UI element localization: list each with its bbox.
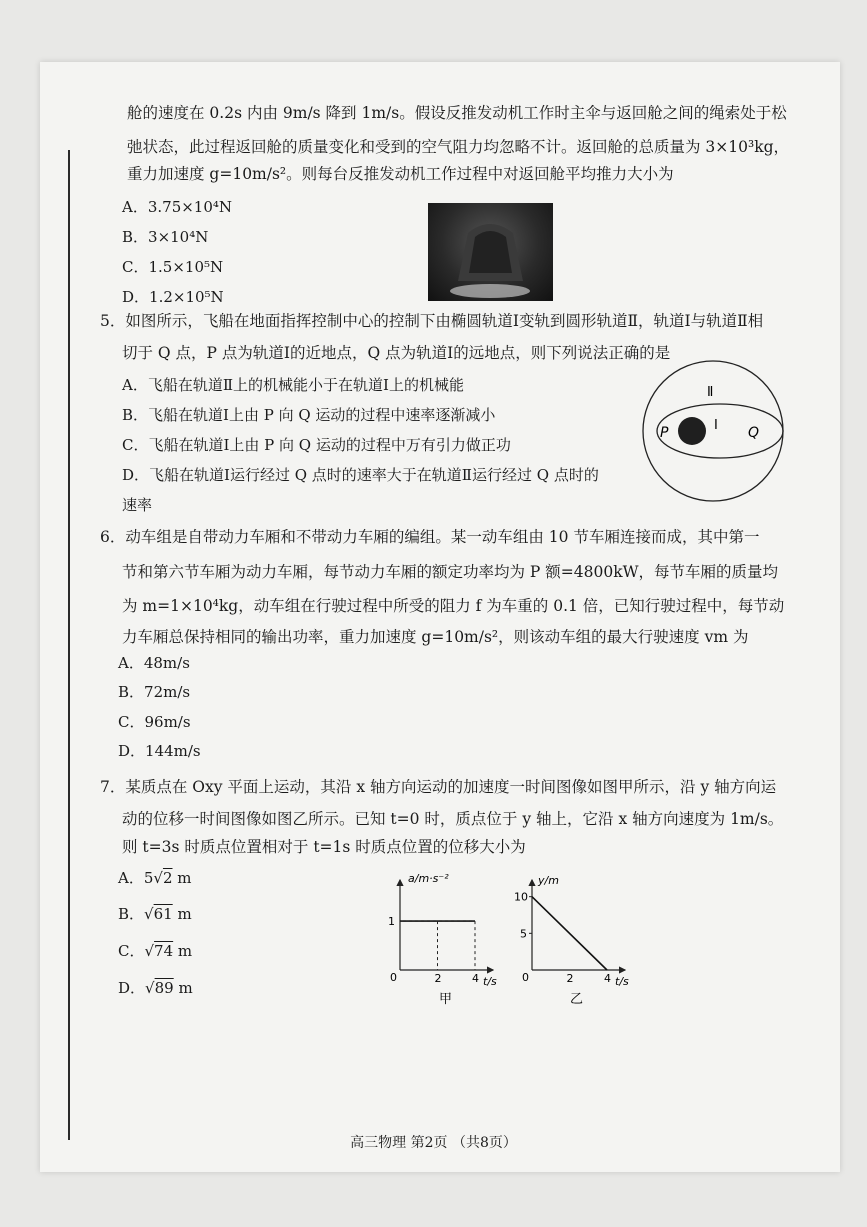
x-tick-label: 4 [472,972,479,985]
q6-option-a: A．48m/s [118,654,190,672]
orbit-diagram [618,358,798,508]
y-axis-label: y/m [538,874,559,887]
q6-line3: 为 m=1×10⁴kg，动车组在行驶过程中所受的阻力 f 为车重的 0.1 倍，已知行驶过程中，每节动 [122,597,785,615]
q4-line3: 重力加速度 g=10m/s²。则每台反推发动机工作过程中对返回舱平均推力大小为 [127,165,674,183]
margin-line [68,150,70,1140]
q7-line3: 则 t=3s 时质点位置相对于 t=1s 时质点位置的位移大小为 [122,838,526,856]
q6-option-b: B．72m/s [118,683,191,701]
q5-option-b: B．飞船在轨道Ⅰ上由 P 向 Q 运动的过程中速率逐渐减小 [122,406,496,424]
q7-option-b: B．√61 m [118,905,192,923]
series-line [532,897,607,970]
x-axis-label: t/s [615,975,629,988]
chart-jia [378,870,508,1020]
q4-option-a: A．3.75×10⁴N [122,198,233,216]
earth-icon [678,417,706,445]
chart-title: 乙 [570,992,584,1007]
q6-line4: 力车厢总保持相同的输出功率，重力加速度 g=10m/s²，则该动车组的最大行驶速度 vm 为 [122,628,749,646]
q7-option-d: D．√89 m [118,979,193,997]
q6-option-d: D．144m/s [118,742,201,760]
q4-option-d: D．1.2×10⁵N [122,288,224,306]
chart-title: 甲 [439,992,453,1007]
q5-line2: 切于 Q 点，P 点为轨道Ⅰ的近地点，Q 点为轨道Ⅰ的远地点，则下列说法正确的是 [122,344,671,362]
x-tick-label: 4 [604,972,611,985]
q5-option-a: A．飞船在轨道Ⅱ上的机械能小于在轨道Ⅰ上的机械能 [122,376,464,394]
x-axis-label: t/s [483,975,497,988]
q5-line1: 5．如图所示，飞船在地面指挥控制中心的控制下由椭圆轨道Ⅰ变轨到圆形轨道Ⅱ，轨道Ⅰ与轨道Ⅱ相 [100,312,764,330]
q6-option-c: C．96m/s [118,713,191,731]
q4-option-c: C．1.5×10⁵N [122,258,224,276]
q7-option-a: A．5√2 m [118,869,192,887]
q4-line2: 弛状态，此过程返回舱的质量变化和受到的空气阻力均忽略不计。返回舱的总质量为 3×10³kg， [127,138,790,156]
y-tick-label: 10 [514,890,528,904]
label-orbit-ii: Ⅱ [707,385,714,400]
orbit-i-ellipse [657,404,783,458]
capsule-photo [428,203,553,301]
origin-label: 0 [522,971,529,984]
x-tick-label: 2 [434,972,442,985]
q5-option-c: C．飞船在轨道Ⅰ上由 P 向 Q 运动的过程中万有引力做正功 [122,436,511,454]
q4-line1: 舱的速度在 0.2s 内由 9m/s 降到 1m/s。假设反推发动机工作时主伞与返回舱之间的绳索处于松 [127,104,787,122]
q6-line2: 节和第六节车厢为动力车厢，每节动力车厢的额定功率均为 P 额=4800kW，每节车厢的质量均 [122,563,779,581]
q7-line2: 动的位移一时间图像如图乙所示。已知 t=0 时，质点位于 y 轴上，它沿 x 轴方向速度为 1m/s。 [122,810,784,828]
q7-line1: 7．某质点在 Oxy 平面上运动，其沿 x 轴方向运动的加速度一时间图像如图甲所示，沿 y 轴方向运 [100,778,777,796]
q5-option-d-cont: 速率 [122,496,153,514]
x-tick-label: 2 [566,972,574,985]
page-footer: 高三物理 第2页 （共8页） [350,1135,517,1151]
y-tick-label: 1 [388,915,395,929]
y-tick-label: 5 [520,927,527,941]
label-p: P [660,425,669,441]
origin-label: 0 [390,971,397,984]
label-q: Q [748,425,760,441]
q7-option-c: C．√74 m [118,942,193,960]
label-orbit-i: Ⅰ [714,418,718,433]
chart-yi [510,870,640,1020]
y-axis-label: a/m·s⁻² [408,872,449,885]
q4-option-b: B．3×10⁴N [122,228,209,246]
q6-line1: 6．动车组是自带动力车厢和不带动力车厢的编组。某一动车组由 10 节车厢连接而成，其中第一 [100,528,760,546]
q5-option-d: D．飞船在轨道Ⅰ运行经过 Q 点时的速率大于在轨道Ⅱ运行经过 Q 点时的 [122,466,599,484]
